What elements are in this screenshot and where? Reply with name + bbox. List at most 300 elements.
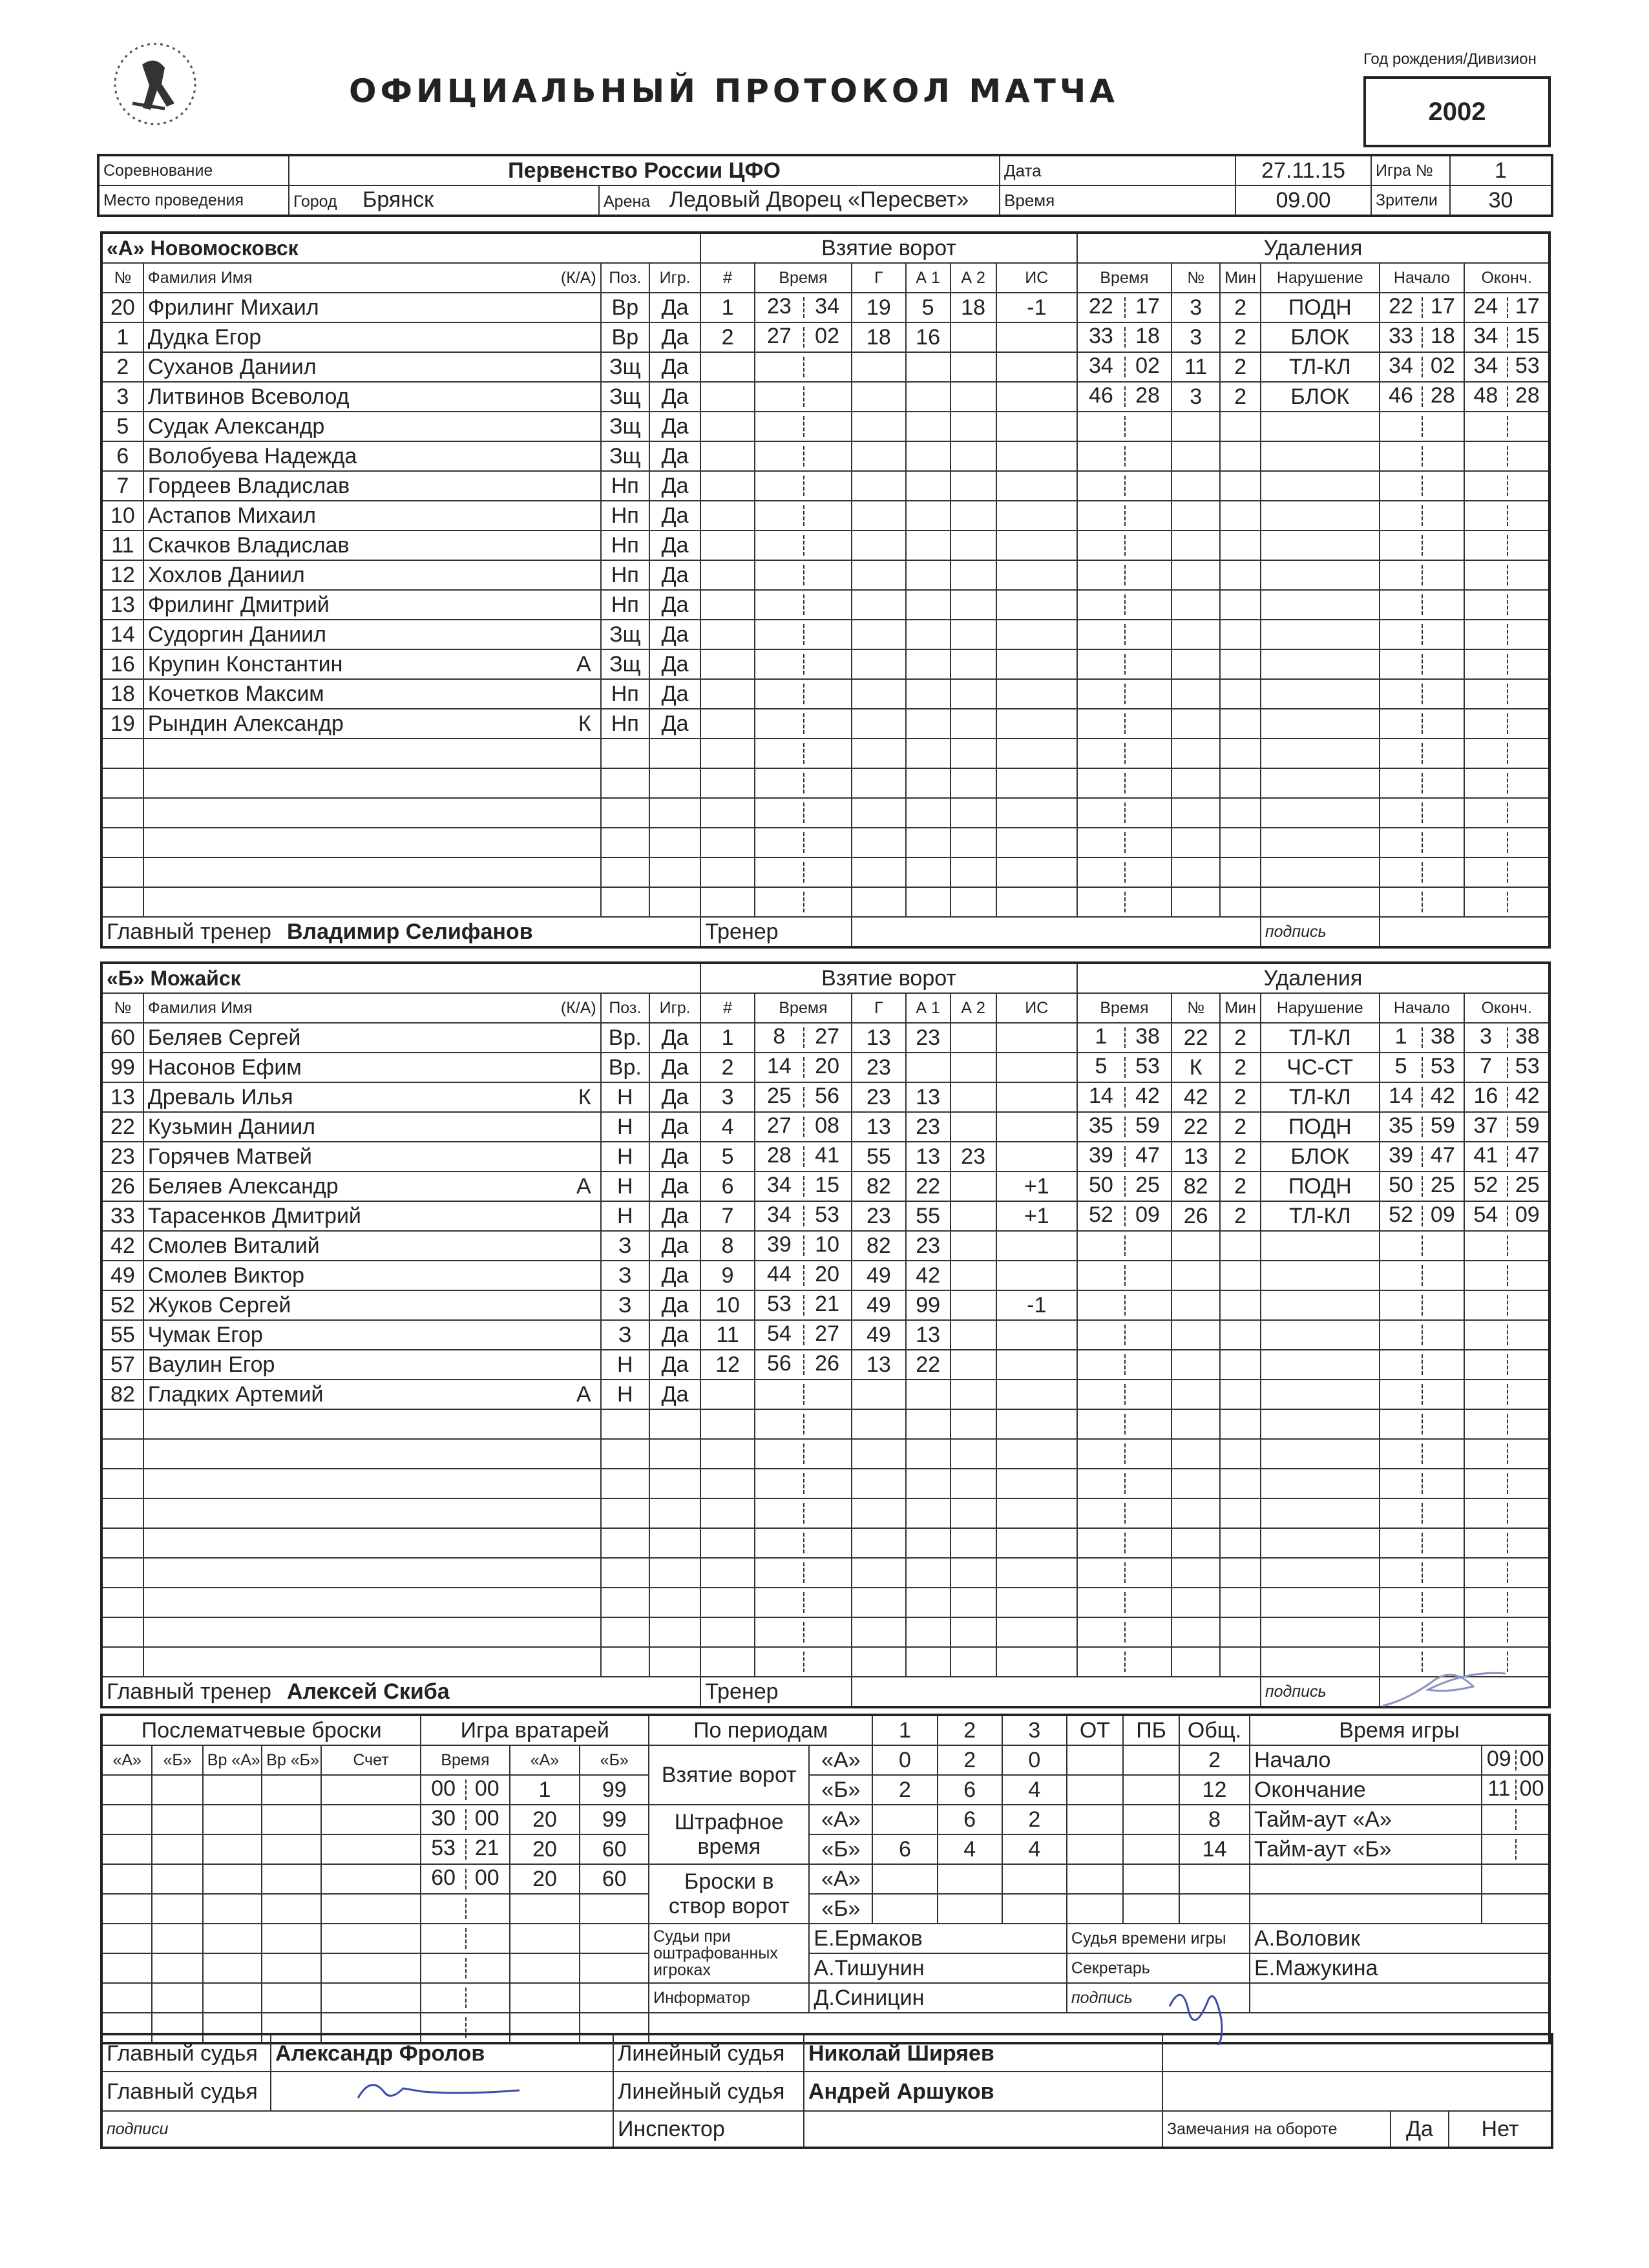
- period-value: [872, 1894, 937, 1924]
- goalie-b: 60: [580, 1864, 649, 1894]
- penalty-infraction: [1261, 709, 1380, 739]
- goal-scorer: [852, 560, 906, 590]
- player-position: [601, 1528, 649, 1558]
- coach-value: [852, 917, 1261, 947]
- penalty-player: [1171, 471, 1220, 501]
- player-row: [101, 1588, 1549, 1617]
- assist1-header: А 1: [906, 263, 951, 293]
- division-box: [1363, 76, 1551, 147]
- player-number: 6: [101, 441, 143, 471]
- penalty-end: [1464, 1142, 1549, 1171]
- player-played: Да: [649, 1261, 700, 1290]
- penalty-time: [1077, 1409, 1171, 1439]
- goal-assist2: [951, 1320, 996, 1350]
- player-row: [101, 352, 1549, 382]
- referee-label-1: Главный судья: [101, 2034, 271, 2072]
- goalie-time-sec: 00: [474, 1806, 499, 1831]
- number-header: №: [101, 993, 143, 1023]
- penalty-infraction: БЛОК: [1261, 1142, 1380, 1171]
- goal-assist1: [906, 1558, 951, 1588]
- goal-scorer: 49: [852, 1320, 906, 1350]
- assist2-header: А 2: [951, 263, 996, 293]
- penalty-infraction: ТЛ-КЛ: [1261, 1082, 1380, 1112]
- shootout-col-2: Вр «А»: [203, 1745, 262, 1775]
- game-time-value: [1482, 1834, 1549, 1864]
- player-row: [101, 1439, 1549, 1469]
- goal-assist1: [906, 471, 951, 501]
- shootout-cell: [152, 1864, 202, 1894]
- goal-assist1: [906, 412, 951, 441]
- goalie-time: [421, 1864, 509, 1894]
- goalie-b: [580, 1953, 649, 1983]
- goal-number: 2: [700, 322, 755, 352]
- player-name-text: Ваулин Егор: [147, 1352, 275, 1377]
- goal-assist1: [906, 768, 951, 798]
- goal-situation: [996, 1647, 1077, 1677]
- penalty-time-sec: 09: [1135, 1202, 1160, 1227]
- goal-assist1: 5: [906, 293, 951, 322]
- goal-assist2: [951, 1469, 996, 1498]
- goal-assist2: [951, 590, 996, 620]
- goal-assist1: [906, 1647, 951, 1677]
- player-name: [143, 1350, 601, 1380]
- official-signature-label: подпись: [1067, 1983, 1250, 2013]
- penalty-player: [1171, 441, 1220, 471]
- player-name: [143, 1231, 601, 1261]
- player-number: [101, 828, 143, 857]
- head-coach-name: Владимир Селифанов: [286, 919, 533, 944]
- penalty-infraction: [1261, 620, 1380, 649]
- penalty-box-label: Судьи при оштрафованных игроках: [649, 1924, 809, 1983]
- penalty-infraction: [1261, 1588, 1380, 1617]
- player-name: [143, 560, 601, 590]
- goal-scorer: [852, 412, 906, 441]
- penalty-time: [1077, 322, 1171, 352]
- goalie-time-min: 53: [431, 1836, 456, 1860]
- goal-scorer: [852, 1409, 906, 1439]
- player-played: [649, 1588, 700, 1617]
- arena-cell: [599, 185, 1000, 216]
- name-header: [143, 993, 601, 1023]
- coach-label: Тренер: [700, 1677, 852, 1707]
- player-number: 16: [101, 649, 143, 679]
- penalty-player: К: [1171, 1053, 1220, 1082]
- player-name: [143, 1023, 601, 1053]
- shootout-col-3: Вр «Б»: [262, 1745, 320, 1775]
- penalty-time: [1077, 1439, 1171, 1469]
- goal-assist2: [951, 709, 996, 739]
- player-position: Н: [601, 1380, 649, 1409]
- player-name: [143, 1082, 601, 1112]
- penalty-time-sec: 28: [1135, 383, 1160, 408]
- penalty-start: [1380, 739, 1465, 768]
- shootout-cell: [152, 1983, 202, 2013]
- goal-scorer: [852, 382, 906, 412]
- team-a-protocol: [100, 231, 1551, 949]
- goal-assist2: [951, 322, 996, 352]
- player-name: [143, 352, 601, 382]
- goalie-b: [580, 1894, 649, 1924]
- informer-label: Информатор: [649, 1983, 809, 2013]
- player-position: [601, 1409, 649, 1439]
- penalty-box-2: А.Тишунин: [809, 1953, 1067, 1983]
- goal-assist2: 23: [951, 1142, 996, 1171]
- period-value: 8: [1179, 1805, 1250, 1834]
- player-played: Да: [649, 590, 700, 620]
- player-played: Да: [649, 1350, 700, 1380]
- penalty-time-sec: 42: [1135, 1084, 1160, 1108]
- goalies-title: Игра вратарей: [421, 1715, 649, 1745]
- penalty-end: [1464, 590, 1549, 620]
- penalty-end: [1464, 1082, 1549, 1112]
- player-played: [649, 1647, 700, 1677]
- player-name-text: Дудка Егор: [147, 325, 262, 350]
- player-number: [101, 1588, 143, 1617]
- player-name: [143, 1617, 601, 1647]
- penalty-time: [1077, 1082, 1171, 1112]
- shootout-cell: [321, 1894, 421, 1924]
- player-played: Да: [649, 530, 700, 560]
- player-name: [143, 382, 601, 412]
- penalty-player: [1171, 768, 1220, 798]
- goal-situation: [996, 1528, 1077, 1558]
- player-name: [143, 798, 601, 828]
- goal-assist2: [951, 1498, 996, 1528]
- penalty-time: [1077, 501, 1171, 530]
- penalty-infraction: ПОДН: [1261, 293, 1380, 322]
- period-value: 0: [872, 1745, 937, 1775]
- linesman-1: Николай Ширяев: [804, 2034, 1162, 2072]
- goal-scorer: [852, 590, 906, 620]
- penalty-time-sec: 02: [1135, 353, 1160, 378]
- player-row: [101, 1380, 1549, 1409]
- penalty-start: [1380, 560, 1465, 590]
- player-position: Нп: [601, 471, 649, 501]
- penalty-end: [1464, 530, 1549, 560]
- goal-number: [700, 1498, 755, 1528]
- penalty-start: [1380, 768, 1465, 798]
- penalty-start-sec: 25: [1430, 1173, 1455, 1197]
- goal-time: [755, 1320, 852, 1350]
- player-number: 14: [101, 620, 143, 649]
- goal-situation: [996, 1469, 1077, 1498]
- goalie-time: [421, 1834, 509, 1864]
- remarks-yes: Да: [1391, 2111, 1449, 2148]
- penalty-start: [1380, 293, 1465, 322]
- goal-situation: +1: [996, 1171, 1077, 1201]
- head-coach-label: Главный тренер: [107, 1679, 271, 1704]
- summary-table: [100, 1714, 1551, 2044]
- player-name: [143, 293, 601, 322]
- penalty-infraction: [1261, 828, 1380, 857]
- player-name: [143, 1142, 601, 1171]
- player-played: Да: [649, 471, 700, 501]
- goal-scorer: 49: [852, 1290, 906, 1320]
- penalty-end: [1464, 1439, 1549, 1469]
- penalty-minutes: [1220, 530, 1261, 560]
- goal-assist1: [906, 1439, 951, 1469]
- game-situation-header: ИС: [996, 993, 1077, 1023]
- penalty-player: [1171, 412, 1220, 441]
- penalty-time: [1077, 412, 1171, 441]
- penalty-time-sec: 47: [1135, 1143, 1160, 1168]
- goal-number: 11: [700, 1320, 755, 1350]
- venue-label: Место проведения: [98, 185, 289, 216]
- name-header-label: Фамилия Имя: [147, 269, 253, 287]
- goal-time: [755, 322, 852, 352]
- player-captaincy: К: [578, 711, 591, 736]
- penalty-minutes: [1220, 1588, 1261, 1617]
- goal-assist1: 55: [906, 1201, 951, 1231]
- player-name: [143, 412, 601, 441]
- player-position: Н: [601, 1112, 649, 1142]
- goal-situation: +1: [996, 1201, 1077, 1231]
- goal-situation: [996, 1558, 1077, 1588]
- period-row-label: Взятие ворот: [649, 1745, 809, 1805]
- shootout-cell: [203, 1894, 262, 1924]
- player-number: [101, 1439, 143, 1469]
- penalty-end: [1464, 1320, 1549, 1350]
- goal-time-min: 27: [766, 324, 792, 348]
- player-played: [649, 1469, 700, 1498]
- player-played: Да: [649, 1082, 700, 1112]
- shootout-cell: [152, 1894, 202, 1924]
- penalty-start: [1380, 679, 1465, 709]
- penalty-infraction: [1261, 1231, 1380, 1261]
- goal-assist1: [906, 352, 951, 382]
- period-value: 0: [1002, 1745, 1067, 1775]
- goal-situation: [996, 709, 1077, 739]
- penalty-player: [1171, 1528, 1220, 1558]
- date-label: Дата: [1000, 155, 1235, 185]
- penalty-player: [1171, 1261, 1220, 1290]
- shootout-cell: [152, 1924, 202, 1953]
- shootout-cell: [321, 1983, 421, 2013]
- penalty-start: [1380, 1439, 1465, 1469]
- assist2-header: А 2: [951, 993, 996, 1023]
- goal-assist1: 22: [906, 1350, 951, 1380]
- penalty-end: [1464, 1053, 1549, 1082]
- player-row: [101, 1023, 1549, 1053]
- game-time-value: [1482, 1864, 1549, 1894]
- player-row: [101, 530, 1549, 560]
- goal-time-min: 54: [766, 1321, 792, 1346]
- player-name: [143, 739, 601, 768]
- penalty-end: [1464, 1023, 1549, 1053]
- goal-situation: [996, 471, 1077, 501]
- player-name-text: Тарасенков Дмитрий: [147, 1204, 361, 1228]
- goal-scorer: [852, 441, 906, 471]
- player-number: [101, 1647, 143, 1677]
- goals-header: Взятие ворот: [700, 233, 1077, 263]
- goal-number: [700, 441, 755, 471]
- goal-assist2: [951, 1647, 996, 1677]
- goal-scorer: [852, 1498, 906, 1528]
- penalty-minutes: [1220, 560, 1261, 590]
- goal-time: [755, 1439, 852, 1469]
- penalty-start: [1380, 1082, 1465, 1112]
- player-name-text: Литвинов Всеволод: [147, 384, 350, 409]
- goal-situation: [996, 352, 1077, 382]
- penalty-minutes: [1220, 590, 1261, 620]
- penalty-end-sec: 59: [1515, 1113, 1540, 1138]
- player-number: 7: [101, 471, 143, 501]
- goal-assist1: 13: [906, 1142, 951, 1171]
- linesman-label-2: Линейный судья: [613, 2072, 804, 2111]
- player-number: [101, 857, 143, 887]
- player-number: 2: [101, 352, 143, 382]
- goal-time: [755, 828, 852, 857]
- player-position: [601, 828, 649, 857]
- game-time-value: [1482, 1745, 1549, 1775]
- penalty-player: 3: [1171, 293, 1220, 322]
- penalty-infraction: [1261, 1647, 1380, 1677]
- goal-time: [755, 530, 852, 560]
- shootout-cell: [321, 1864, 421, 1894]
- penalty-end-sec: 17: [1515, 294, 1540, 319]
- player-row: [101, 1112, 1549, 1142]
- penalty-time-min: 1: [1095, 1024, 1108, 1049]
- goal-time: [755, 590, 852, 620]
- goal-number: 5: [700, 1142, 755, 1171]
- player-name: [143, 1647, 601, 1677]
- penalty-time: [1077, 739, 1171, 768]
- player-number: [101, 798, 143, 828]
- goal-time: [755, 382, 852, 412]
- penalty-minutes: 2: [1220, 1142, 1261, 1171]
- goal-assist1: [906, 1588, 951, 1617]
- goal-situation: [996, 768, 1077, 798]
- goal-situation: [996, 857, 1077, 887]
- penalty-start: [1380, 649, 1465, 679]
- penalty-end: [1464, 441, 1549, 471]
- goal-situation: [996, 1231, 1077, 1261]
- goal-assist1: 23: [906, 1023, 951, 1053]
- goal-time-min: 14: [766, 1054, 792, 1078]
- player-number: 82: [101, 1380, 143, 1409]
- player-played: Да: [649, 560, 700, 590]
- penalty-start: [1380, 1409, 1465, 1439]
- penalty-player: [1171, 1439, 1220, 1469]
- goalie-time-sec: 21: [474, 1836, 499, 1860]
- infraction-header: Нарушение: [1261, 993, 1380, 1023]
- goal-time-sec: 15: [815, 1173, 839, 1197]
- signatures-label: подписи: [101, 2111, 613, 2148]
- penalty-time-min: 33: [1089, 324, 1113, 348]
- goal-time: [755, 1023, 852, 1053]
- penalty-infraction: [1261, 798, 1380, 828]
- goal-number: 6: [700, 1171, 755, 1201]
- goal-time-min: 28: [766, 1143, 792, 1168]
- goalie-a: [510, 1894, 580, 1924]
- player-played: Да: [649, 1201, 700, 1231]
- player-position: [601, 1588, 649, 1617]
- goal-assist1: [906, 887, 951, 917]
- goal-assist1: [906, 560, 951, 590]
- goal-scorer: [852, 1469, 906, 1498]
- penalty-start: [1380, 1528, 1465, 1558]
- penalty-time-sec: 18: [1135, 324, 1160, 348]
- time-value: 09.00: [1235, 185, 1371, 216]
- player-name: [143, 1320, 601, 1350]
- goal-time: [755, 471, 852, 501]
- shootout-cell: [321, 1834, 421, 1864]
- goal-situation: [996, 828, 1077, 857]
- penalty-minutes: [1220, 1261, 1261, 1290]
- penalty-end: [1464, 1528, 1549, 1558]
- goal-scorer: [852, 739, 906, 768]
- player-played: Да: [649, 1380, 700, 1409]
- goal-time: [755, 1380, 852, 1409]
- player-row: [101, 1469, 1549, 1498]
- penalty-start: [1380, 590, 1465, 620]
- penalty-time: [1077, 1498, 1171, 1528]
- penalty-time: [1077, 352, 1171, 382]
- player-row: [101, 471, 1549, 501]
- referee-1: Александр Фролов: [271, 2034, 613, 2072]
- penalty-minutes: 2: [1220, 322, 1261, 352]
- penalty-time: [1077, 1617, 1171, 1647]
- shootout-col-1: «Б»: [152, 1745, 202, 1775]
- player-position: [601, 857, 649, 887]
- penalty-minutes: 2: [1220, 1201, 1261, 1231]
- goal-number: [700, 471, 755, 501]
- penalty-time: [1077, 857, 1171, 887]
- penalty-player: 11: [1171, 352, 1220, 382]
- goal-number: [700, 828, 755, 857]
- goal-scorer: [852, 1617, 906, 1647]
- penalty-start: [1380, 530, 1465, 560]
- informer: Д.Синицин: [809, 1983, 1067, 2013]
- goal-situation: [996, 382, 1077, 412]
- penalty-start-sec: 17: [1430, 294, 1455, 319]
- goal-assist1: [906, 1409, 951, 1439]
- penalty-minutes: [1220, 501, 1261, 530]
- penalty-player: 26: [1171, 1201, 1220, 1231]
- player-number: 23: [101, 1142, 143, 1171]
- player-position: Нп: [601, 560, 649, 590]
- player-name: [143, 1171, 601, 1201]
- referees-table: [100, 2033, 1553, 2149]
- goal-time-sec: 27: [815, 1024, 839, 1049]
- goalie-a: [510, 1924, 580, 1953]
- goal-assist1: 42: [906, 1261, 951, 1290]
- penalty-player: [1171, 1290, 1220, 1320]
- player-played: [649, 798, 700, 828]
- penalty-time-sec: 53: [1135, 1054, 1160, 1078]
- shootout-cell: [262, 1983, 320, 2013]
- goal-scorer: [852, 530, 906, 560]
- penalty-number-header: №: [1171, 263, 1220, 293]
- goal-situation: [996, 441, 1077, 471]
- signature-value: [1380, 917, 1549, 947]
- player-name-text: Суханов Даниил: [147, 355, 317, 379]
- goal-assist2: [951, 530, 996, 560]
- penalty-minutes: 2: [1220, 1171, 1261, 1201]
- goalie-a: 1: [510, 1775, 580, 1805]
- secretary: Е.Мажукина: [1250, 1953, 1549, 1983]
- penalty-minutes: [1220, 828, 1261, 857]
- goalie-col-2: «Б»: [580, 1745, 649, 1775]
- goal-assist2: [951, 1588, 996, 1617]
- goal-time-min: 53: [766, 1292, 792, 1316]
- goal-assist2: [951, 382, 996, 412]
- goal-assist1: [906, 739, 951, 768]
- period-value: [938, 1864, 1002, 1894]
- period-value: 4: [1002, 1775, 1067, 1805]
- penalty-player: [1171, 1469, 1220, 1498]
- player-number: 1: [101, 322, 143, 352]
